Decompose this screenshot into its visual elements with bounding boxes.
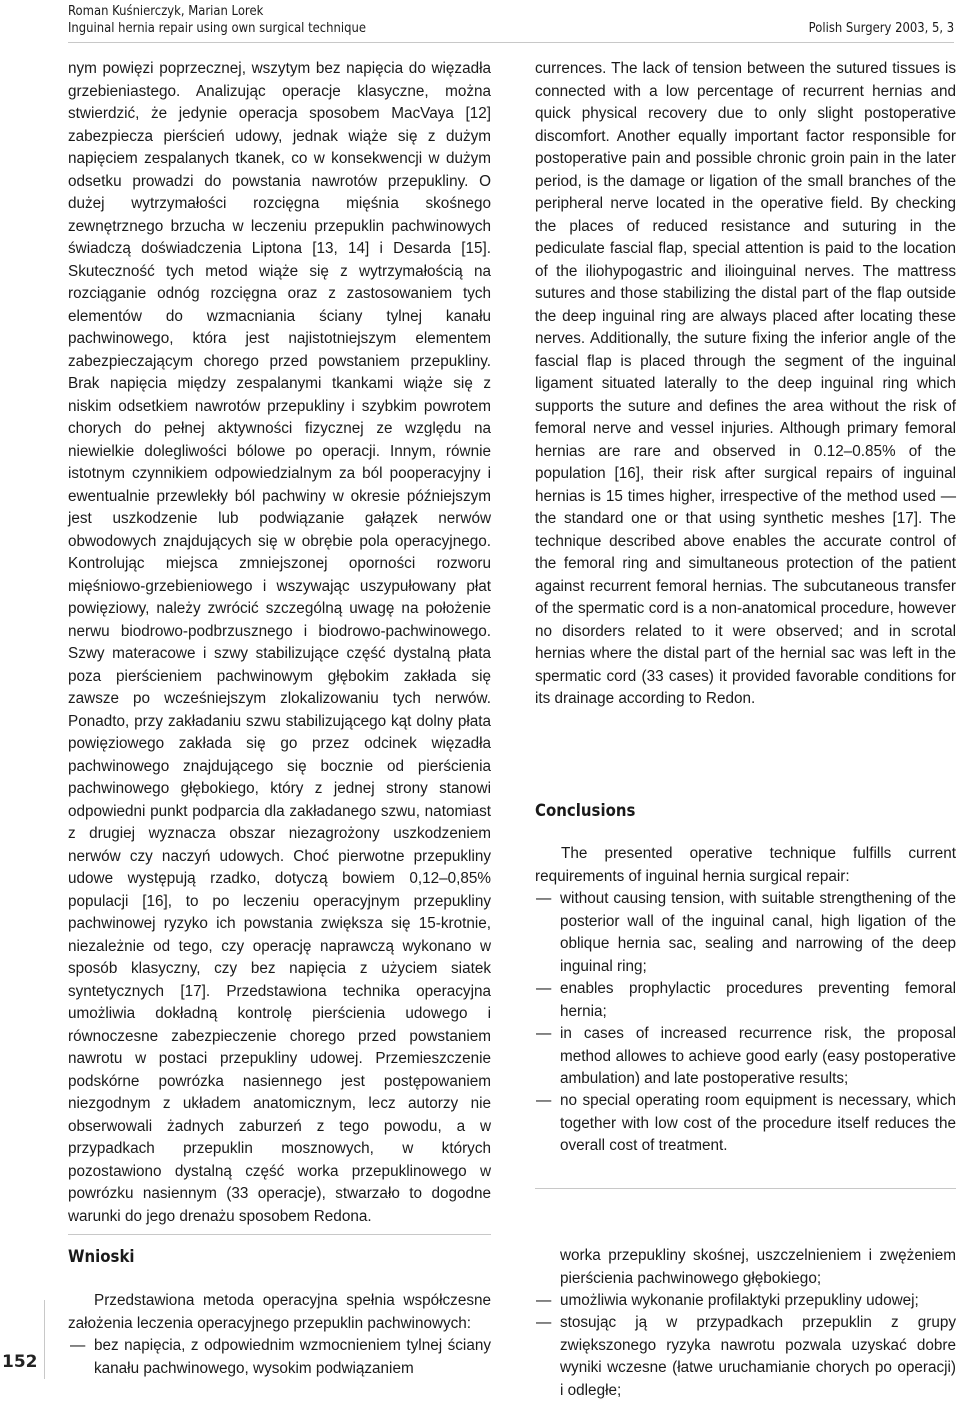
right-column-body-text: currences. The lack of tension between the sutured tissues is connected with a low percentage of recurrent hernias and quick physical recovery due to only slight postoperative discomfort. Another equally important factor responsible for postoperative pain and possible chronic groin pain in the later period, is the damage or ligation of the small branches of the peripheral nerve located in the operative field. By checking the places of reduced resistance and suturing in the pediculate fascial flap, special attention is paid to the location of the iliohypogastric and ilioinguinal nerves. The mattress sutures and those stabilizing the distal part of the flap outside the deep inguinal ring are always placed after locating these nerves. Additionally, the suture fixing the inferior angle of the fascial flap is placed through the segment of the inguinal ligament situated laterally to the deep inguinal ring which supports the suture and defines the area without the risk of femoral nerve and vessel injuries. Although primary femoral hernias are rare and observed in 0.12–0.85% of the population [16], their risk after surgical repairs of inguinal hernias is 15 times higher, irrespective of the method used — the standard one or that using synthetic meshes [17]. The technique described above enables the accurate control of the femoral ring and simultaneous protection of the patient against recurrent femoral hernias. The subcutaneous transfer of the spermatic cord is a non-anatomical procedure, however no disorders related to it were observed; and in scrotal hernias where the distal part of the hernial sac was left in the spermatic cord (33 cases) it provided favorable conditions for its drainage according to Redon. [535,60,956,707]
conclusions-item [536,888,956,978]
wnioski-item-text: umożliwia wykonanie profilaktyki przepukliny udowej; [560,1292,919,1309]
page-number: 152 [2,1352,38,1372]
wnioski-item-text: worka przepukliny skośnej, uszczelnieniem i zwężeniem pierścienia pachwinowego głębokiego; [560,1247,956,1287]
dash-bullet: — [536,980,552,997]
header-authors: Roman Kuśnierczyk, Marian Lorek [68,3,264,19]
section-divider-left [68,1234,491,1235]
conclusions-item [536,978,956,1023]
wnioski-item [536,1290,956,1313]
running-header-left [68,3,366,37]
header-journal: Polish Surgery 2003, 5, 3 [808,20,954,36]
dash-bullet: — [70,1337,86,1354]
conclusions-heading: Conclusions [535,801,636,821]
conclusions-item-text: in cases of increased recurrence risk, the proposal method allowes to achieve good early (easy postoperative ambulation) and late postoperative results; [560,1025,956,1087]
section-divider-right [535,1188,956,1189]
conclusions-item [536,1090,956,1158]
wnioski-intro: Przedstawiona metoda operacyjna spełnia współczesne założenia leczenia operacyjnego przepuklin pachwinowych: [68,1292,491,1332]
conclusions-intro: The presented operative technique fulfills current requirements of inguinal hernia surgical repair: [535,845,956,885]
wnioski-item [536,1312,956,1402]
wnioski-heading: Wnioski [68,1247,135,1267]
dash-bullet: — [536,1025,552,1042]
page-number-box [0,1338,44,1379]
dash-bullet: — [536,1092,552,1109]
header-title: Inguinal hernia repair using own surgical technique [68,20,367,36]
conclusions-item [536,1023,956,1091]
conclusions-item-text: no special operating room equipment is necessary, which together with low cost of the procedure itself reduces the overall cost of treatment. [560,1092,956,1154]
wnioski-item-text: bez napięcia, z odpowiednim wzmocnieniem tylnej ściany kanału pachwinowego, wysokim podwiązaniem [94,1337,491,1377]
dash-bullet: — [536,1314,552,1331]
header-divider [68,42,954,43]
left-column-body-text: nym powięzi poprzecznej, wszytym bez napięcia do więzadła grzebieniastego. Analizując operacje klasyczne, można stwierdzić, że jedynie operacja sposobem MacVaya [12] zabezpiecza pierścień udowy, jednak wiąże się z dużym napięciem zespalanych tkanek, co w konsekwencji w dużym odsetku prowadzi do powstania nawrotów przepukliny. O dużej wytrzymałości rozcięgna mięśnia skośnego zewnętrznego brzucha w leczeniu przepuklin pachwinowych świadczą doświadczenia Liptona [13, 14] i Desarda [15]. Skuteczność tych metod wiąże się z wytrzymałością na rozciąganie odnóg rozcięgna oraz z zastosowaniem tych elementów do wzmacniania ściany tylnej kanału pachwinowego, która jest najistotniejszym elementem zabezpieczającym chorego przed powstaniem przepukliny. Brak napięcia między zespalanymi tkankami wiąże się z niskim odsetkiem nawrotów przepukliny i szybkim powrotem chorych do pełnej aktywności fizycznej ze względu na niewielkie dolegliwości bólowe po operacji. Innym, równie istotnym czynnikiem odpowiedzialnym za ból pooperacyjny i ewentualnie przewlekły ból pachwiny w okresie późniejszym jest uszkodzenie lub podwiązanie gałązek nerwów obwodowych znajdujących się w obrębie pola operacyjnego. Kontrolując miejsca zmniejszonej oporności rozworu mięśniowo-grzebieniowego i wszywając uszypułowany płat powięziowy, należy zwrócić szczególną uwagę na położenie nerwu biodrowo-podbrzusznego i biodrowo-pachwinowego. Szwy materacowe i szwy stabilizujące część dystalną płata poza pierścieniem pachwinowym głębokim zakłada się zawsze po wcześniejszym zlokalizowaniu tych nerwów. Ponadto, przy zakładaniu szwu stabilizującego kąt dolny płata powięziowego zakłada się go przez odcinek więzadła pachwinowego znajdującego się bocznie od pierścienia pachwinowego głębokiego, który z jednej strony stanowi odpowiedni punkt podparcia dla zakładanego szwu, natomiast z drugiej wyznacza obszar niezagrożony uszkodzeniem nerwów czy naczyń udowych. Choć pierwotne przepukliny udowe występują rzadko, dotyczą bowiem 0,12–0,85% populacji [16], to po leczeniu operacyjnym przepukliny pachwinowej ryzyko ich powstania zwiększa się 15-krotnie, niezależnie od tego, czy operację naprawczą wykonano w sposób klasyczny, czy bez napięcia z użyciem siatek syntetycznych [17]. Przedstawiona technika operacyjna umożliwia dokładną kontrolę pierścienia udowego i równoczesne zabezpieczenie chorego przed powstaniem nawrotu w postaci przepukliny udowej. Przemieszczenie podskórne powrózka nasiennego jest postępowaniem niezgodnym z układem anatomicznym, lecz autorzy nie obserwowali żadnych zaburzeń z tego powodu, a w przypadkach przepuklin mosznowych, w których pozostawiono dystalną część worka przepuklinowego w powrózku nasiennym (33 operacje), stwarzało to dogodne warunki do jego drenażu sposobem Redona. [68,60,491,1225]
wnioski-item-continuation [560,1245,956,1290]
conclusions-item-text: without causing tension, with suitable strengthening of the posterior wall of the inguinal canal, high ligation of the oblique hernia sac, sealing and narrowing of the deep inguinal ring; [560,890,956,975]
page-number-divider [44,1300,45,1379]
dash-bullet: — [536,1292,552,1309]
wnioski-item [70,1335,491,1380]
dash-bullet: — [536,890,552,907]
wnioski-item-text: stosując ją w przypadkach przepuklin z grupy zwiększonego ryzyka nawrotu pozwala uzyskać dobre wyniki wczesne (łatwe uruchamianie chorych po operacji) i odległe; [560,1314,956,1399]
conclusions-item-text: enables prophylactic procedures preventing femoral hernia; [560,980,956,1020]
